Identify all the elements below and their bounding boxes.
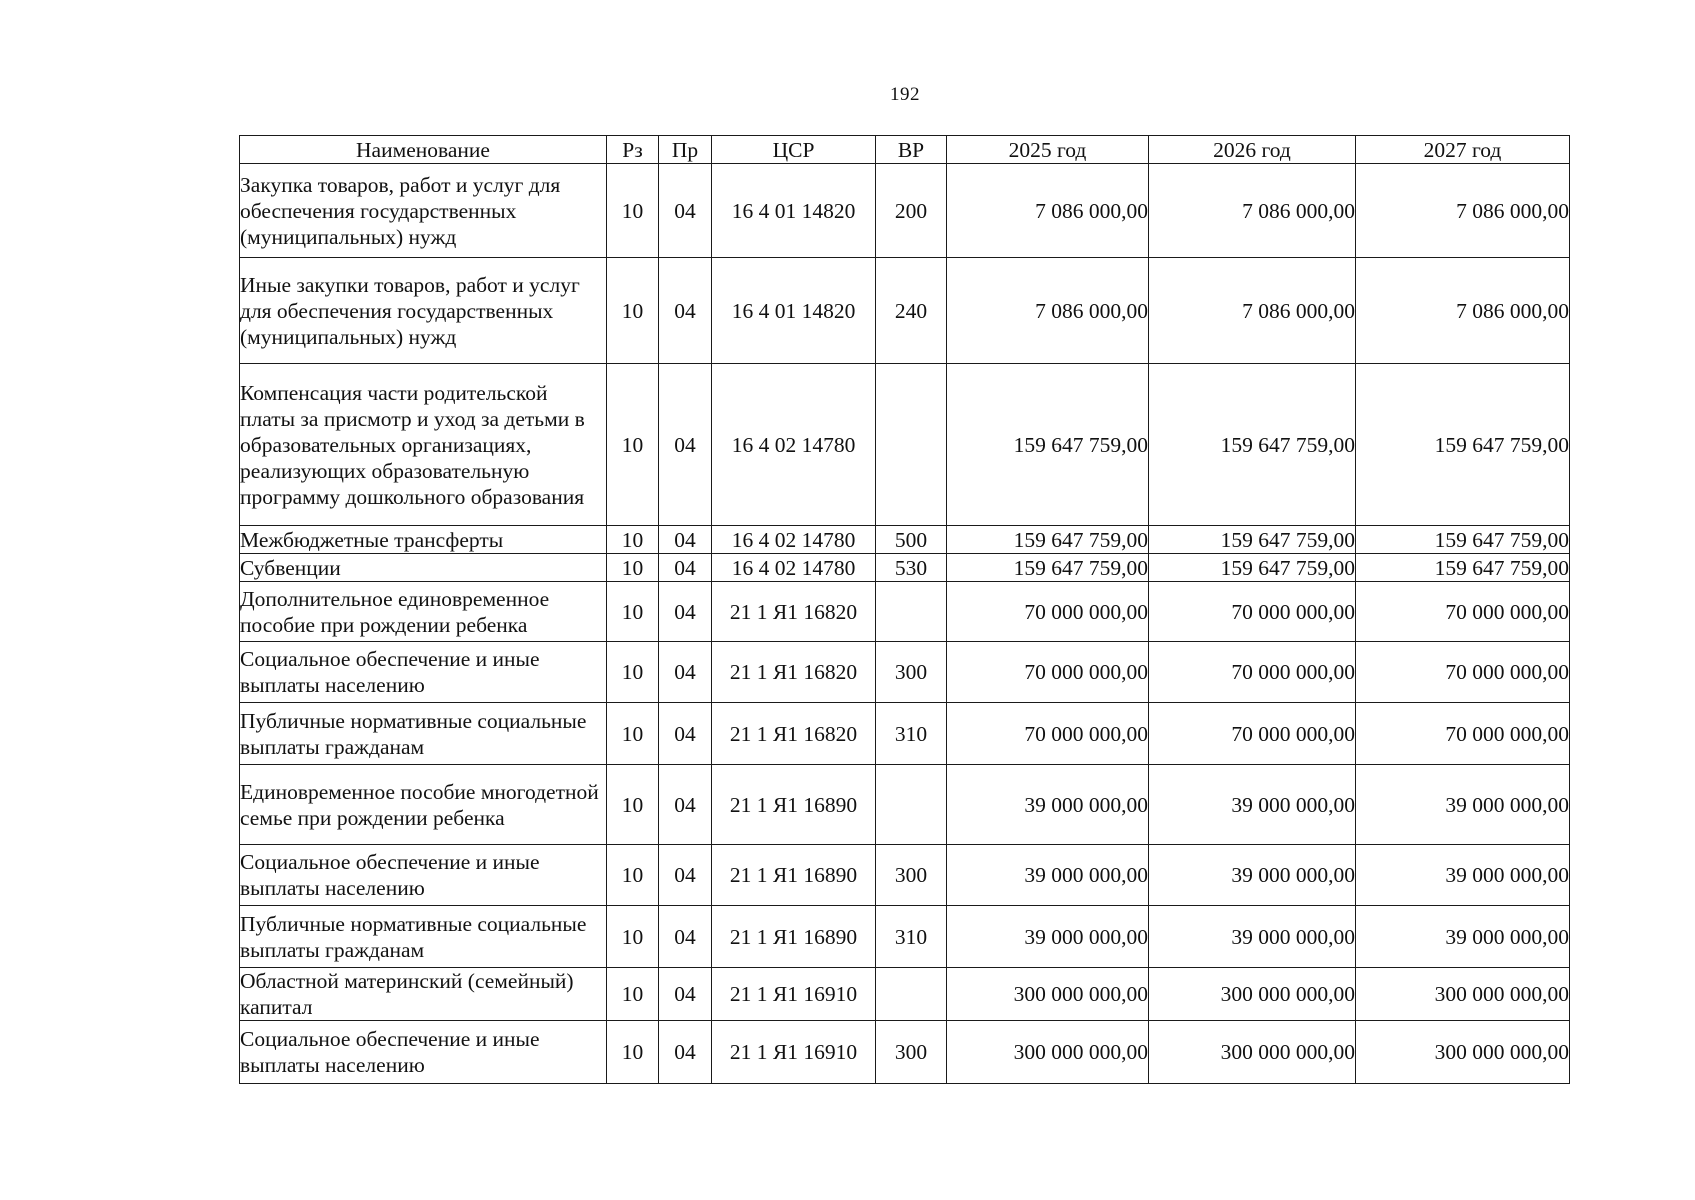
cell-rz: 10 <box>607 765 659 845</box>
cell-2025: 39 000 000,00 <box>947 765 1149 845</box>
cell-rz: 10 <box>607 906 659 968</box>
header-vr: ВР <box>876 136 947 164</box>
cell-2026: 7 086 000,00 <box>1149 258 1356 364</box>
cell-rz: 10 <box>607 164 659 258</box>
table-row <box>240 164 1570 258</box>
cell-2026: 159 647 759,00 <box>1149 364 1356 526</box>
cell-rz: 10 <box>607 582 659 642</box>
cell-2025: 70 000 000,00 <box>947 582 1149 642</box>
table-row <box>240 642 1570 703</box>
cell-name: Иные закупки товаров, работ и услуг для обеспечения государственных (муниципальных) нужд <box>240 258 607 364</box>
cell-2026: 7 086 000,00 <box>1149 164 1356 258</box>
cell-name: Межбюджетные трансферты <box>240 526 607 554</box>
header-pr: Пр <box>659 136 712 164</box>
cell-name: Единовременное пособие многодетной семье при рождении ребенка <box>240 765 607 845</box>
cell-rz: 10 <box>607 642 659 703</box>
cell-2025: 39 000 000,00 <box>947 906 1149 968</box>
cell-vr: 300 <box>876 1021 947 1084</box>
cell-vr: 310 <box>876 906 947 968</box>
cell-pr: 04 <box>659 906 712 968</box>
cell-name: Социальное обеспечение и иные выплаты населению <box>240 1021 607 1084</box>
table-row <box>240 258 1570 364</box>
cell-2025: 159 647 759,00 <box>947 554 1149 582</box>
table-row <box>240 1021 1570 1084</box>
cell-name: Публичные нормативные социальные выплаты гражданам <box>240 703 607 765</box>
cell-2026: 70 000 000,00 <box>1149 582 1356 642</box>
cell-rz: 10 <box>607 968 659 1021</box>
cell-name: Социальное обеспечение и иные выплаты населению <box>240 845 607 906</box>
cell-2027: 7 086 000,00 <box>1356 164 1570 258</box>
cell-vr: 310 <box>876 703 947 765</box>
cell-rz: 10 <box>607 1021 659 1084</box>
table-row <box>240 906 1570 968</box>
cell-2026: 70 000 000,00 <box>1149 703 1356 765</box>
cell-csr: 16 4 01 14820 <box>712 258 876 364</box>
cell-2027: 159 647 759,00 <box>1356 554 1570 582</box>
budget-table <box>239 135 1570 1084</box>
cell-rz: 10 <box>607 554 659 582</box>
cell-2027: 39 000 000,00 <box>1356 906 1570 968</box>
cell-csr: 21 1 Я1 16910 <box>712 968 876 1021</box>
cell-name: Областной материнский (семейный) капитал <box>240 968 607 1021</box>
header-2025: 2025 год <box>947 136 1149 164</box>
cell-vr: 300 <box>876 642 947 703</box>
table-row <box>240 526 1570 554</box>
cell-2025: 159 647 759,00 <box>947 364 1149 526</box>
header-2026: 2026 год <box>1149 136 1356 164</box>
cell-2025: 39 000 000,00 <box>947 845 1149 906</box>
cell-2027: 159 647 759,00 <box>1356 526 1570 554</box>
table-row <box>240 765 1570 845</box>
cell-2026: 70 000 000,00 <box>1149 642 1356 703</box>
header-name: Наименование <box>240 136 607 164</box>
cell-csr: 21 1 Я1 16910 <box>712 1021 876 1084</box>
table-row <box>240 968 1570 1021</box>
cell-rz: 10 <box>607 703 659 765</box>
cell-2025: 300 000 000,00 <box>947 968 1149 1021</box>
cell-csr: 21 1 Я1 16820 <box>712 582 876 642</box>
cell-name: Дополнительное единовременное пособие при рождении ребенка <box>240 582 607 642</box>
cell-csr: 21 1 Я1 16890 <box>712 765 876 845</box>
cell-csr: 21 1 Я1 16820 <box>712 703 876 765</box>
cell-rz: 10 <box>607 364 659 526</box>
cell-2027: 300 000 000,00 <box>1356 968 1570 1021</box>
cell-csr: 21 1 Я1 16890 <box>712 845 876 906</box>
table-row <box>240 703 1570 765</box>
cell-vr <box>876 582 947 642</box>
cell-2026: 39 000 000,00 <box>1149 765 1356 845</box>
cell-pr: 04 <box>659 258 712 364</box>
cell-pr: 04 <box>659 1021 712 1084</box>
cell-2026: 300 000 000,00 <box>1149 968 1356 1021</box>
cell-pr: 04 <box>659 582 712 642</box>
cell-2027: 70 000 000,00 <box>1356 642 1570 703</box>
cell-vr: 300 <box>876 845 947 906</box>
cell-2026: 39 000 000,00 <box>1149 906 1356 968</box>
table-row <box>240 364 1570 526</box>
table-body <box>240 164 1570 1084</box>
cell-2027: 70 000 000,00 <box>1356 703 1570 765</box>
cell-name: Компенсация части родительской платы за присмотр и уход за детьми в образовательных организациях, реализующих образовательную программу дошкольного образования <box>240 364 607 526</box>
cell-2027: 39 000 000,00 <box>1356 765 1570 845</box>
cell-csr: 21 1 Я1 16890 <box>712 906 876 968</box>
cell-2027: 300 000 000,00 <box>1356 1021 1570 1084</box>
table-row <box>240 582 1570 642</box>
header-rz: Рз <box>607 136 659 164</box>
cell-pr: 04 <box>659 642 712 703</box>
cell-pr: 04 <box>659 554 712 582</box>
cell-csr: 16 4 01 14820 <box>712 164 876 258</box>
cell-2027: 159 647 759,00 <box>1356 364 1570 526</box>
cell-vr <box>876 364 947 526</box>
cell-pr: 04 <box>659 526 712 554</box>
cell-2026: 159 647 759,00 <box>1149 526 1356 554</box>
cell-pr: 04 <box>659 968 712 1021</box>
cell-pr: 04 <box>659 164 712 258</box>
cell-csr: 16 4 02 14780 <box>712 526 876 554</box>
cell-pr: 04 <box>659 703 712 765</box>
cell-vr: 240 <box>876 258 947 364</box>
cell-2026: 300 000 000,00 <box>1149 1021 1356 1084</box>
cell-vr: 530 <box>876 554 947 582</box>
cell-2027: 70 000 000,00 <box>1356 582 1570 642</box>
cell-pr: 04 <box>659 845 712 906</box>
header-2027: 2027 год <box>1356 136 1570 164</box>
cell-2025: 300 000 000,00 <box>947 1021 1149 1084</box>
cell-name: Публичные нормативные социальные выплаты гражданам <box>240 906 607 968</box>
table-row <box>240 845 1570 906</box>
cell-vr <box>876 968 947 1021</box>
table-row <box>240 554 1570 582</box>
cell-2025: 70 000 000,00 <box>947 642 1149 703</box>
header-row <box>240 136 1570 164</box>
cell-pr: 04 <box>659 765 712 845</box>
cell-rz: 10 <box>607 845 659 906</box>
cell-2027: 7 086 000,00 <box>1356 258 1570 364</box>
cell-2025: 70 000 000,00 <box>947 703 1149 765</box>
table-header <box>240 136 1570 164</box>
cell-2025: 159 647 759,00 <box>947 526 1149 554</box>
cell-vr: 500 <box>876 526 947 554</box>
cell-2025: 7 086 000,00 <box>947 258 1149 364</box>
cell-csr: 16 4 02 14780 <box>712 364 876 526</box>
cell-2026: 39 000 000,00 <box>1149 845 1356 906</box>
cell-name: Субвенции <box>240 554 607 582</box>
cell-rz: 10 <box>607 258 659 364</box>
cell-name: Социальное обеспечение и иные выплаты населению <box>240 642 607 703</box>
cell-2025: 7 086 000,00 <box>947 164 1149 258</box>
cell-csr: 16 4 02 14780 <box>712 554 876 582</box>
cell-name: Закупка товаров, работ и услуг для обеспечения государственных (муниципальных) нужд <box>240 164 607 258</box>
page-number: 192 <box>890 84 920 105</box>
cell-pr: 04 <box>659 364 712 526</box>
cell-vr: 200 <box>876 164 947 258</box>
cell-2026: 159 647 759,00 <box>1149 554 1356 582</box>
cell-2027: 39 000 000,00 <box>1356 845 1570 906</box>
header-csr: ЦСР <box>712 136 876 164</box>
cell-vr <box>876 765 947 845</box>
cell-rz: 10 <box>607 526 659 554</box>
cell-csr: 21 1 Я1 16820 <box>712 642 876 703</box>
